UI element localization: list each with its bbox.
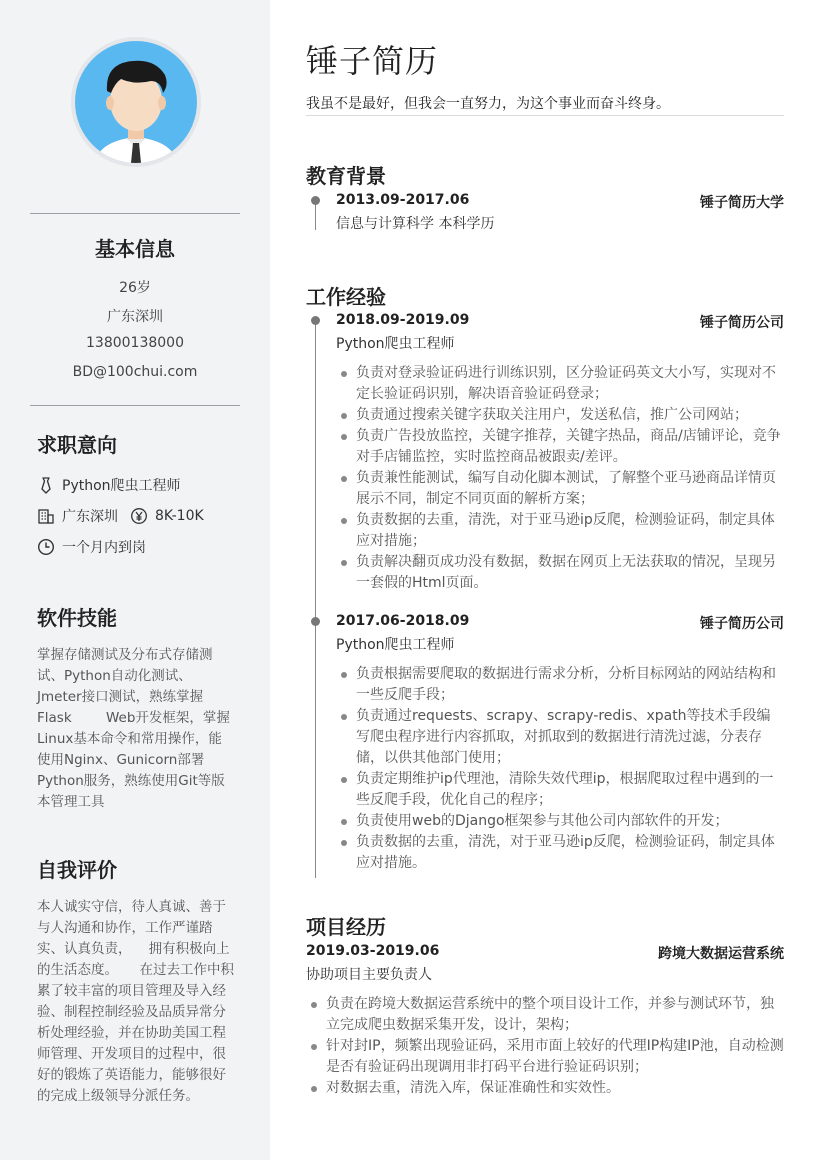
skills-line: Jmeter接口测试，熟练掌握 [37, 689, 204, 705]
intent-position [37, 475, 181, 495]
divider [30, 213, 240, 214]
yen-icon [130, 507, 148, 525]
list-item: 负责兼性能测试，编写自动化脚本测试，了解整个亚马逊商品详情页展示不同，制定不同页面的解析方案； [336, 468, 784, 510]
phone: 13800138000 [86, 335, 184, 351]
list-item: 负责解决翻页成功没有数据，数据在网页上无法获取的情况，呈现另一套假的Html页面。 [336, 552, 784, 594]
list-item: 负责数据的去重，清洗，对于亚马逊ip反爬，检测验证码，制定具体应对措施。 [336, 832, 784, 874]
project-period: 2019.03-2019.06 [306, 943, 440, 959]
self-eval-line: 累了较丰富的项目管理及导入经 [37, 983, 226, 999]
education-head [336, 192, 784, 212]
motto: 我虽不是最好，但我会一直努力，为这个事业而奋斗终身。 [306, 96, 670, 112]
skills-line: 掌握存储测试及分布式存储测 [37, 647, 213, 663]
work-bullets [336, 664, 784, 874]
basic-info-title: 基本信息 [95, 237, 175, 261]
timeline-line [315, 320, 316, 878]
education-detail: 信息与计算科学 本科学历 [336, 216, 495, 232]
clock-icon [37, 538, 55, 556]
intent-city-salary [37, 506, 204, 526]
list-item: 负责在跨境大数据运营系统中的整个项目设计工作，并参与测试环节，独立完成爬虫数据采集开发，设计，架构； [306, 994, 784, 1036]
divider [30, 405, 240, 406]
list-item: 负责根据需要爬取的数据进行需求分析，分析目标网站的网站结构和一些反爬手段； [336, 664, 784, 706]
work-period: 2017.06-2018.09 [336, 613, 470, 629]
list-item: 对数据去重，清洗入库，保证准确性和实效性。 [306, 1078, 784, 1099]
self-eval-text [37, 897, 237, 1107]
skills-line: 本管理工具 [37, 794, 105, 810]
education-period: 2013.09-2017.06 [336, 192, 470, 208]
self-eval-line: 本人诚实守信，待人真诚、善于 [37, 899, 226, 915]
work-title: 工作经验 [306, 285, 386, 309]
self-eval-line: 的生活态度。 在过去工作中积 [37, 962, 234, 978]
work-role: Python爬虫工程师 [336, 336, 455, 352]
position-text: Python爬虫工程师 [62, 478, 181, 494]
list-item: 负责通过requests、scrapy、scrapy-redis、xpath等技术手段编写爬虫程序进行内容抓取，对抓取到的数据进行清洗过滤，分表存储，以供其他部门使用； [336, 706, 784, 769]
skills-title: 软件技能 [37, 606, 117, 630]
list-item: 针对封IP，频繁出现验证码，采用市面上较好的代理IP构建IP池，自动检测是否有验证码出现调用非打码平台进行验证码识别； [306, 1036, 784, 1078]
self-eval-line: 师管理、开发项目的过程中，很 [37, 1046, 226, 1062]
self-eval-line: 与人沟通和协作，工作严谨踏 [37, 920, 213, 936]
avatar-illustration [75, 41, 197, 163]
work-period: 2018.09-2019.09 [336, 312, 470, 328]
self-eval-line: 好的锻炼了英语能力，能够很好 [37, 1067, 226, 1083]
building-icon [37, 507, 55, 525]
timeline-dot [311, 617, 320, 626]
email: BD@100chui.com [72, 364, 198, 380]
divider [306, 115, 784, 116]
skills-line: Python服务，熟练使用Git等版 [37, 773, 225, 789]
tie-icon [37, 476, 55, 494]
list-item: 负责数据的去重，清洗，对于亚马逊ip反爬，检测验证码，制定具体应对措施； [336, 510, 784, 552]
work-role: Python爬虫工程师 [336, 637, 455, 653]
self-eval-line: 验、制程控制经验及品质异常分 [37, 1004, 226, 1020]
city-text: 广东深圳 [62, 509, 118, 525]
availability-text: 一个月内到岗 [62, 540, 146, 556]
skills-line: 试、Python自动化测试、 [37, 668, 192, 684]
intent-availability [37, 537, 146, 557]
list-item: 负责通过搜索关键字获取关注用户，发送私信，推广公司网站； [336, 405, 784, 426]
list-item: 负责广告投放监控，关键字推荐，关键字热品，商品/店铺评论，竞争对手店铺监控，实时监控商品被跟卖/差评。 [336, 426, 784, 468]
work-entry-head [336, 312, 784, 332]
list-item: 负责使用web的Django框架参与其他公司内部软件的开发； [336, 811, 784, 832]
skills-text [37, 645, 237, 813]
skills-line: Flask Web开发框架，掌握 [37, 710, 230, 726]
age: 26岁 [119, 280, 151, 296]
project-name: 跨境大数据运营系统 [658, 946, 784, 962]
salary-text: 8K-10K [155, 508, 204, 524]
list-item: 负责对登录验证码进行训练识别，区分验证码英文大小写，实现对不定长验证码识别，解决语音验证码登录； [336, 363, 784, 405]
self-eval-line: 的完成上级领导分派任务。 [37, 1088, 199, 1104]
resume-name: 锤子简历 [306, 42, 439, 80]
self-eval-line: 析处理经验，并在协助美国工程 [37, 1025, 226, 1041]
timeline-dot [311, 316, 320, 325]
project-bullets [306, 994, 784, 1099]
avatar [71, 37, 201, 167]
work-bullets [336, 363, 784, 594]
skills-line: 使用Nginx、Gunicorn部署 [37, 752, 205, 768]
project-title: 项目经历 [306, 915, 386, 939]
job-intent-title: 求职意向 [37, 433, 117, 457]
education-title: 教育背景 [306, 164, 386, 188]
self-eval-title: 自我评价 [37, 858, 117, 882]
work-company: 锤子简历公司 [700, 616, 784, 632]
timeline-dot [311, 196, 320, 205]
work-entry-head [336, 613, 784, 633]
education-school: 锤子简历大学 [700, 195, 784, 211]
list-item: 负责定期维护ip代理池，清除失效代理ip，根据爬取过程中遇到的一些反爬手段，优化自己的程序； [336, 769, 784, 811]
skills-line: Linux基本命令和常用操作，能 [37, 731, 222, 747]
project-role: 协助项目主要负责人 [306, 967, 432, 983]
work-company: 锤子简历公司 [700, 315, 784, 331]
location: 广东深圳 [107, 309, 163, 325]
project-head [306, 943, 784, 963]
self-eval-line: 实、认真负责， 拥有积极向上 [37, 941, 230, 957]
